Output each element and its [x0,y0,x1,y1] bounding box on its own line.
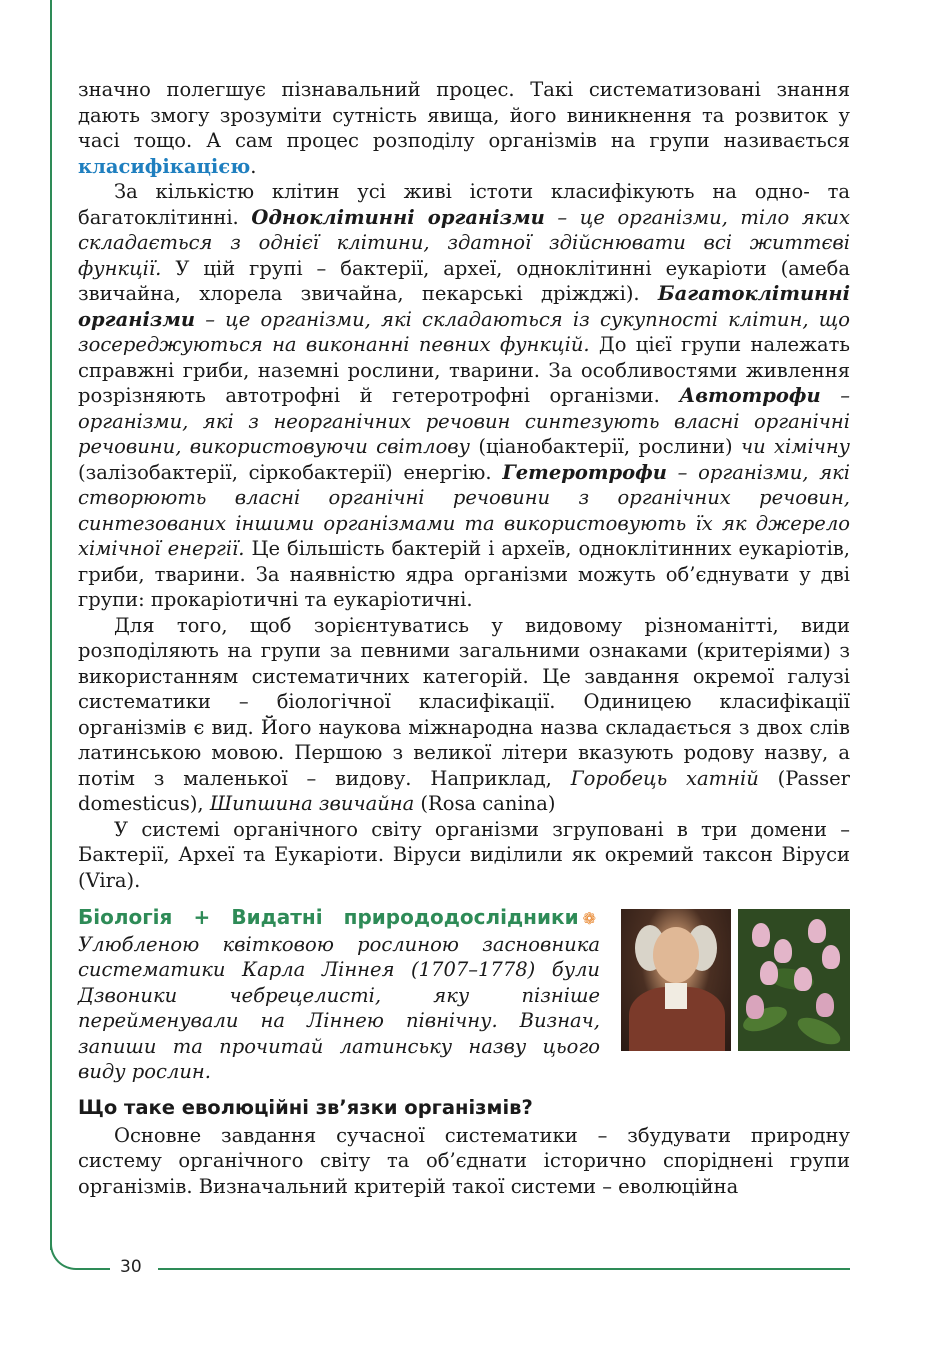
paragraph-text: (залізобактерії, сіркобактерії) енергію. [78,460,503,484]
term-multicellular: Багатоклітинні організми [78,282,850,331]
paragraph-text: До цієї групи належать справжні гриби, наземні рослини, тварини. За особливостями живлення розрізняють автотрофні й гетеротрофні організми. [78,333,850,407]
linnaea-flowers-image [738,909,850,1051]
page-content [78,77,850,1199]
page-frame-line [50,0,52,1250]
definition-unicellular: – це організми, тіло яких складається з однієї клітини, здатної здійснювати всі життєві функції. [78,205,850,280]
box-task-text: Улюбленою квітковою рослиною засновника систематики Карла Ліннея (1707–1778) були Дзвоники чебрецелисті, яку пізніше перейменували на Ліннею північну. Визнач, запиши та прочитай латинську назву цього виду рослин. [78,932,600,1083]
term-unicellular: Одноклітинні організми [251,205,545,229]
section-heading: Що таке еволюційні зв’язки організмів? [78,1096,533,1119]
definition-multicellular: – це організми, які складаються із сукупності клітин, що зосереджуються на виконанні певних функцій. [78,307,850,356]
paragraph-text: За кількістю клітин усі живі істоти класифікують на одно- та багатоклітинні. [78,180,850,229]
paragraph-text: Це більшість бактерій і археїв, одноклітинних еукаріотів, гриби, тварини. За наявністю ядра організми можуть об’єднувати у дві групи: прокаріотичні та еукаріотичні. [78,537,850,611]
term-autotrophs: Автотрофи [679,384,821,407]
paragraph-3 [78,613,850,817]
box-heading: Біологія + Видатні природодослідники [78,905,579,929]
paragraph-text: (Passer domesticus), [78,766,850,815]
paragraph-2 [78,179,850,613]
paragraph-text: У цій групі – бактерії, археї, одноклітинні еукаріоти (амеба звичайна, хлорела звичайна, пекарські дріжджі). [78,256,850,305]
paragraph-text: (ціанобактерії, рослини) [469,435,741,458]
page-number: 30 [120,1257,142,1277]
term-heterotrophs: Гетеротрофи [502,460,667,484]
paragraph-4: У системі органічного світу організми згруповані в три домени – Бактерії, Археї та Еукаріоти. Віруси виділили як окремий таксон Віруси (Vira). [78,817,850,892]
paragraph-text: (Rosa canina) [414,792,556,815]
flower-bullet-icon: ❁ [582,909,596,928]
species-example-1: Горобець хатній [570,766,759,790]
linnaeus-portrait-image [621,909,731,1051]
biology-plus-box [78,905,850,1081]
page-frame-corner [50,1230,110,1270]
footer-line [158,1268,850,1270]
term-classification: класифікацією [78,154,251,178]
species-example-2: Шипшина звичайна [209,792,415,815]
definition-autotrophs-chem: чи хімічну [741,435,850,458]
definition-heterotrophs: – організми, які створюють власні органічні речовини з органічних речовин, синтезованих іншими організмами та використовують їх як джерело хімічної енергії. [78,460,850,560]
definition-autotrophs: – організми, які з неорганічних речовин синтезують власні органічні речовини, використовуючи світлову [78,384,850,458]
paragraph-1 [78,77,850,179]
paragraph-text: Для того, щоб зорієнтуватись у видовому різноманітті, види розподіляють на групи за певними загальними ознаками (критеріями) з використанням систематичних категорій. Це завдання окремої галузі систематики – біологічної класифікації. Одиницею класифікації організмів є вид. Його наукова міжнародна назва складається з двох слів латинською мовою. Першою з великої літери вказують родову назву, а потім з маленької – видову. Наприклад, [78,613,850,790]
paragraph-text: . [250,154,257,178]
box-text-block [78,905,600,1085]
paragraph-5: Основне завдання сучасної систематики – збудувати природну систему органічного світу та об’єднати історично споріднені групи організмів. Визначальний критерій такої системи – еволюційна [78,1123,850,1198]
paragraph-text: значно полегшує пізнавальний процес. Такі систематизовані знання дають змогу зрозуміти сутність явища, його виникнення та розвиток у часі тощо. А сам процес розподілу організмів на групи називається [78,78,850,152]
